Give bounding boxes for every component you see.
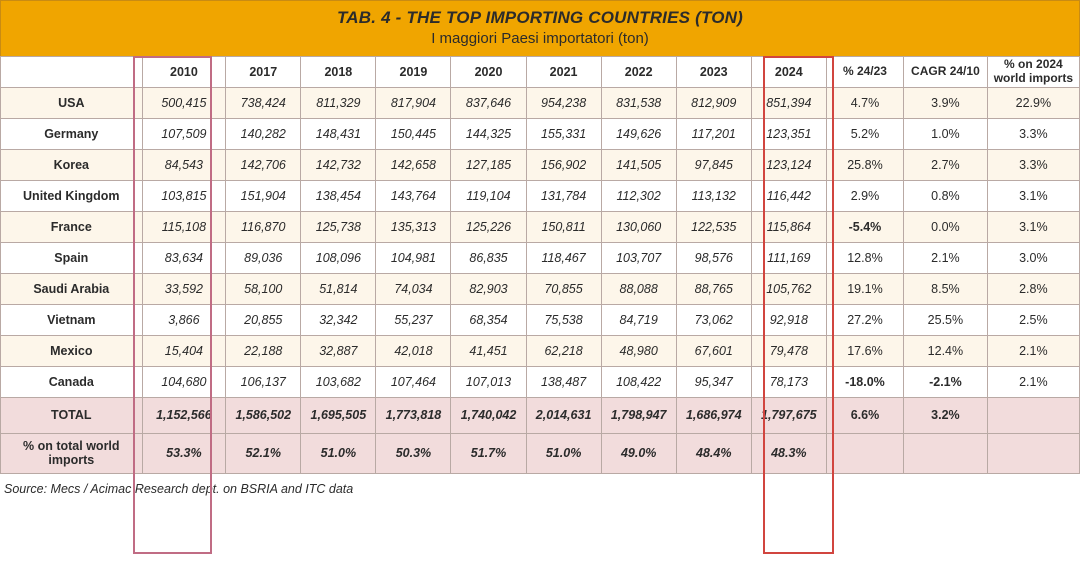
country-label: Vietnam (47, 312, 96, 327)
cell-cagr (904, 433, 988, 473)
cell-2020: 125,226 (451, 211, 526, 242)
header-cell-2022: 2022 (601, 56, 676, 87)
cell-2021: 70,855 (526, 273, 601, 304)
cell-2018: 142,732 (301, 149, 376, 180)
cell-2020: 68,354 (451, 304, 526, 335)
cell-2018: 138,454 (301, 180, 376, 211)
cell-2018: 32,342 (301, 304, 376, 335)
cell-cagr: 25.5% (904, 304, 988, 335)
cell-world-share: 3.1% (987, 180, 1079, 211)
cell-2022: 1,798,947 (601, 397, 676, 433)
cell-2018: 811,329 (301, 87, 376, 118)
cell-2010: 104,680 (142, 366, 226, 397)
table-row (1, 335, 1080, 366)
cell-2021: 2,014,631 (526, 397, 601, 433)
header-cell-2018: 2018 (301, 56, 376, 87)
cell-2022: 48,980 (601, 335, 676, 366)
cell-2010: 1,152,566 (142, 397, 226, 433)
cell-2021: 156,902 (526, 149, 601, 180)
row-country (1, 118, 143, 149)
cell-pct-yoy: 17.6% (826, 335, 903, 366)
cell-2021: 118,467 (526, 242, 601, 273)
country-label: Mexico (50, 343, 93, 358)
cell-2017: 58,100 (226, 273, 301, 304)
cell-2023: 117,201 (676, 118, 751, 149)
cell-2017: 22,188 (226, 335, 301, 366)
country-label: United Kingdom (23, 188, 120, 203)
table-row-world-share (1, 433, 1080, 473)
cell-2010: 500,415 (142, 87, 226, 118)
cell-cagr: 2.7% (904, 149, 988, 180)
table-row (1, 242, 1080, 273)
cell-cagr: 8.5% (904, 273, 988, 304)
cell-2019: 817,904 (376, 87, 451, 118)
header-cell-2017: 2017 (226, 56, 301, 87)
cell-2020: 107,013 (451, 366, 526, 397)
cell-2024: 105,762 (751, 273, 826, 304)
cell-pct-yoy: 4.7% (826, 87, 903, 118)
cell-pct-yoy (826, 433, 903, 473)
cell-2024: 116,442 (751, 180, 826, 211)
cell-2017: 142,706 (226, 149, 301, 180)
cell-2024: 92,918 (751, 304, 826, 335)
country-label: Germany (44, 126, 99, 141)
cell-2023: 97,845 (676, 149, 751, 180)
cell-2020: 51.7% (451, 433, 526, 473)
row-country (1, 273, 143, 304)
cell-pct-yoy: 27.2% (826, 304, 903, 335)
cell-world-share: 3.0% (987, 242, 1079, 273)
cell-world-share: 3.3% (987, 118, 1079, 149)
cell-cagr: 3.2% (904, 397, 988, 433)
cell-2020: 119,104 (451, 180, 526, 211)
cell-2022: 108,422 (601, 366, 676, 397)
cell-2018: 103,682 (301, 366, 376, 397)
cell-cagr: 12.4% (904, 335, 988, 366)
row-country (1, 242, 143, 273)
cell-2010: 103,815 (142, 180, 226, 211)
cell-2017: 89,036 (226, 242, 301, 273)
cell-world-share (987, 397, 1079, 433)
cell-2022: 831,538 (601, 87, 676, 118)
cell-2019: 42,018 (376, 335, 451, 366)
row-country (1, 335, 143, 366)
row-country (1, 87, 143, 118)
cell-2010: 84,543 (142, 149, 226, 180)
cell-2010: 107,509 (142, 118, 226, 149)
row-label-total: TOTAL (1, 397, 143, 433)
row-country (1, 180, 143, 211)
cell-world-share: 22.9% (987, 87, 1079, 118)
cell-2018: 108,096 (301, 242, 376, 273)
table-row-total (1, 397, 1080, 433)
cell-2021: 75,538 (526, 304, 601, 335)
cell-2024: 1,797,675 (751, 397, 826, 433)
cell-2024: 123,351 (751, 118, 826, 149)
header-cell-2023: 2023 (676, 56, 751, 87)
cell-2021: 131,784 (526, 180, 601, 211)
cell-2022: 149,626 (601, 118, 676, 149)
cell-2017: 52.1% (226, 433, 301, 473)
cell-cagr: 0.8% (904, 180, 988, 211)
cell-2022: 103,707 (601, 242, 676, 273)
cell-2021: 155,331 (526, 118, 601, 149)
cell-2018: 148,431 (301, 118, 376, 149)
cell-2022: 88,088 (601, 273, 676, 304)
cell-world-share: 2.8% (987, 273, 1079, 304)
table-row (1, 180, 1080, 211)
cell-2010: 115,108 (142, 211, 226, 242)
table-row (1, 149, 1080, 180)
cell-2019: 142,658 (376, 149, 451, 180)
cell-2020: 144,325 (451, 118, 526, 149)
cell-2023: 67,601 (676, 335, 751, 366)
table-title-main: TAB. 4 - THE TOP IMPORTING COUNTRIES (TON) (336, 8, 744, 27)
cell-pct-yoy: 6.6% (826, 397, 903, 433)
row-country (1, 149, 143, 180)
cell-2023: 1,686,974 (676, 397, 751, 433)
cell-cagr: 1.0% (904, 118, 988, 149)
cell-pct-yoy: 19.1% (826, 273, 903, 304)
cell-cagr: -2.1% (904, 366, 988, 397)
table-row (1, 211, 1080, 242)
cell-2022: 84,719 (601, 304, 676, 335)
table-row (1, 118, 1080, 149)
cell-2018: 32,887 (301, 335, 376, 366)
cell-2017: 738,424 (226, 87, 301, 118)
table-body (1, 87, 1080, 473)
cell-2020: 1,740,042 (451, 397, 526, 433)
world-share-label: % on total world imports (23, 438, 120, 468)
cell-2018: 51,814 (301, 273, 376, 304)
cell-pct-yoy: 25.8% (826, 149, 903, 180)
country-label: Korea (53, 157, 89, 172)
cell-2024: 79,478 (751, 335, 826, 366)
row-country (1, 304, 143, 335)
cell-pct-yoy: -18.0% (826, 366, 903, 397)
header-cell-2021: 2021 (526, 56, 601, 87)
cell-2019: 50.3% (376, 433, 451, 473)
cell-2024: 111,169 (751, 242, 826, 273)
cell-2023: 95,347 (676, 366, 751, 397)
cell-2010: 53.3% (142, 433, 226, 473)
cell-2024: 851,394 (751, 87, 826, 118)
cell-2017: 1,586,502 (226, 397, 301, 433)
cell-2010: 33,592 (142, 273, 226, 304)
cell-2021: 954,238 (526, 87, 601, 118)
table-row (1, 273, 1080, 304)
table-row (1, 366, 1080, 397)
cell-2022: 112,302 (601, 180, 676, 211)
cell-2023: 88,765 (676, 273, 751, 304)
cell-2021: 138,487 (526, 366, 601, 397)
country-label: Spain (54, 250, 89, 265)
cell-2010: 15,404 (142, 335, 226, 366)
country-label: Saudi Arabia (33, 281, 110, 296)
cell-2017: 106,137 (226, 366, 301, 397)
cell-2018: 51.0% (301, 433, 376, 473)
country-label: Canada (48, 374, 94, 389)
row-country (1, 366, 143, 397)
header-cell-2020: 2020 (451, 56, 526, 87)
cell-2017: 116,870 (226, 211, 301, 242)
cell-2022: 141,505 (601, 149, 676, 180)
cell-pct-yoy: 2.9% (826, 180, 903, 211)
source-note: Source: Mecs / Acimac Research dept. on BSRIA and ITC data (4, 481, 354, 496)
cell-2010: 83,634 (142, 242, 226, 273)
cell-world-share: 3.1% (987, 211, 1079, 242)
header-cell-cagr: CAGR 24/10 (904, 56, 988, 87)
row-label-world-share (1, 433, 143, 473)
cell-2020: 86,835 (451, 242, 526, 273)
cell-cagr: 2.1% (904, 242, 988, 273)
table-title-bar (0, 0, 1080, 56)
header-cell-world-share: % on 2024 world imports (987, 56, 1079, 87)
cell-2020: 127,185 (451, 149, 526, 180)
cell-2017: 20,855 (226, 304, 301, 335)
cell-world-share: 3.3% (987, 149, 1079, 180)
row-country (1, 211, 143, 242)
header-cell-2024: 2024 (751, 56, 826, 87)
cell-2024: 48.3% (751, 433, 826, 473)
cell-2023: 113,132 (676, 180, 751, 211)
cell-2023: 98,576 (676, 242, 751, 273)
table-title-sub: I maggiori Paesi importatori (ton) (431, 30, 649, 48)
cell-2019: 1,773,818 (376, 397, 451, 433)
header-cell-2019: 2019 (376, 56, 451, 87)
cell-2018: 125,738 (301, 211, 376, 242)
header-cell-pct-yoy: % 24/23 (826, 56, 903, 87)
cell-2019: 135,313 (376, 211, 451, 242)
cell-2017: 140,282 (226, 118, 301, 149)
cell-2021: 51.0% (526, 433, 601, 473)
cell-2019: 107,464 (376, 366, 451, 397)
header-cell-2010: 2010 (142, 56, 226, 87)
cell-2020: 41,451 (451, 335, 526, 366)
cell-2017: 151,904 (226, 180, 301, 211)
cell-2020: 82,903 (451, 273, 526, 304)
cell-2021: 150,811 (526, 211, 601, 242)
cell-cagr: 0.0% (904, 211, 988, 242)
cell-2023: 48.4% (676, 433, 751, 473)
cell-world-share: 2.1% (987, 366, 1079, 397)
cell-2023: 812,909 (676, 87, 751, 118)
cell-world-share: 2.5% (987, 304, 1079, 335)
country-label: USA (58, 95, 85, 110)
cell-2024: 78,173 (751, 366, 826, 397)
cell-2024: 123,124 (751, 149, 826, 180)
cell-2023: 122,535 (676, 211, 751, 242)
cell-cagr: 3.9% (904, 87, 988, 118)
cell-world-share: 2.1% (987, 335, 1079, 366)
importing-countries-table (0, 56, 1080, 474)
cell-pct-yoy: 12.8% (826, 242, 903, 273)
cell-pct-yoy: 5.2% (826, 118, 903, 149)
cell-2019: 150,445 (376, 118, 451, 149)
cell-2022: 130,060 (601, 211, 676, 242)
table-header-row (1, 56, 1080, 87)
cell-2020: 837,646 (451, 87, 526, 118)
cell-world-share (987, 433, 1079, 473)
cell-2019: 55,237 (376, 304, 451, 335)
cell-2021: 62,218 (526, 335, 601, 366)
cell-2019: 104,981 (376, 242, 451, 273)
cell-2024: 115,864 (751, 211, 826, 242)
cell-2019: 74,034 (376, 273, 451, 304)
country-label: France (50, 219, 92, 234)
cell-2019: 143,764 (376, 180, 451, 211)
table-row (1, 304, 1080, 335)
cell-2022: 49.0% (601, 433, 676, 473)
cell-pct-yoy: -5.4% (826, 211, 903, 242)
cell-2018: 1,695,505 (301, 397, 376, 433)
cell-2010: 3,866 (142, 304, 226, 335)
table-row (1, 87, 1080, 118)
header-cell-country (1, 56, 143, 87)
cell-2023: 73,062 (676, 304, 751, 335)
